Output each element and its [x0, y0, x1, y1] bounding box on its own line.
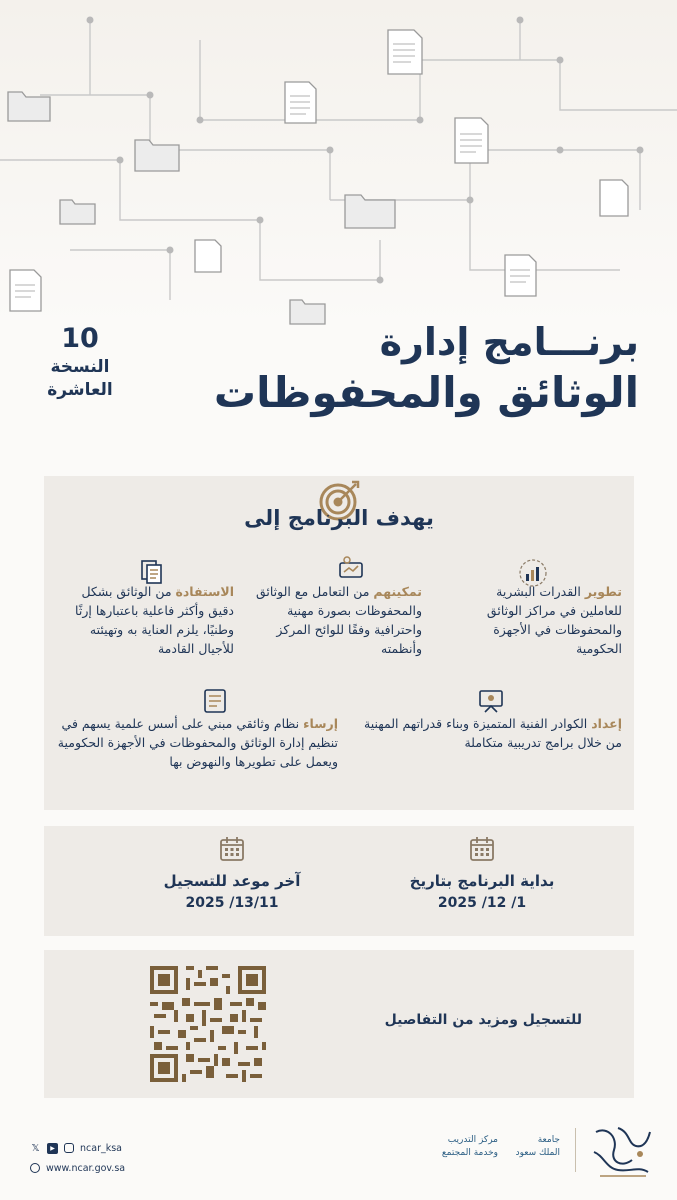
- goal-item: [56, 714, 338, 771]
- youtube-icon[interactable]: ▶: [47, 1143, 58, 1154]
- goal-item: [56, 582, 234, 658]
- goal-highlight: تطوير: [584, 584, 622, 599]
- deadline-label: آخر موعد للتسجيل: [163, 872, 301, 890]
- training-center-name: [442, 1134, 498, 1160]
- goal-text: الكوادر الفنية المتميزة وبناء قدراتهم المهنية من خلال برامج تدريبية متكاملة: [364, 716, 622, 750]
- calendar-icon: [467, 834, 497, 864]
- partner-line-1: مركز التدريب: [447, 1135, 498, 1145]
- instagram-icon[interactable]: [64, 1143, 74, 1153]
- goal-item: [474, 582, 622, 658]
- footer-divider: [575, 1128, 576, 1172]
- calendar-icon: [217, 834, 247, 864]
- dates-panel: [44, 826, 634, 936]
- registration-qr-code[interactable]: [150, 966, 266, 1082]
- start-date: 1/ 12/ 2025: [437, 895, 527, 911]
- program-title: [199, 318, 639, 420]
- social-links: [30, 1138, 125, 1178]
- website-link[interactable]: www.ncar.gov.sa: [46, 1162, 126, 1174]
- social-handle-row[interactable]: [30, 1138, 125, 1158]
- network-documents-illustration: [0, 0, 677, 330]
- registration-panel: [44, 950, 634, 1098]
- goal-highlight: الاستفادة: [175, 584, 234, 599]
- goal-highlight: إرساء: [303, 716, 338, 731]
- start-label: بداية البرنامج بتاريخ: [409, 872, 555, 890]
- presentation-board-icon: [476, 686, 506, 716]
- registration-text: للتسجيل ومزيد من التفاصيل: [384, 1012, 582, 1028]
- goal-text: نظام وثائقي مبني على أسس علمية يسهم في تنظيم إدارة الوثائق والمحفوظات في الأجهزة الحكومية ويعمل على تطويرها والنهوض بها: [57, 716, 338, 769]
- university-line-1: جامعة: [537, 1135, 560, 1145]
- goal-item: [362, 714, 622, 752]
- program-start: [372, 826, 592, 914]
- registration-deadline: [122, 826, 342, 914]
- goal-text: القدرات البشرية للعاملين في مراكز الوثائق والمحفوظات في الأجهزة الحكومية: [486, 584, 622, 656]
- footer: [0, 1118, 677, 1200]
- website-row[interactable]: [30, 1158, 125, 1178]
- university-name: [516, 1134, 560, 1160]
- document-system-icon: [200, 686, 230, 716]
- edition-badge: [34, 322, 126, 402]
- edition-label-1: النسخة: [50, 357, 110, 377]
- partner-line-2: وخدمة المجتمع: [441, 1148, 498, 1158]
- title-line-1: برنـــامج إدارة: [379, 320, 639, 364]
- goal-highlight: إعداد: [591, 716, 622, 731]
- goals-heading: يهدف البرنامج إلى: [244, 506, 434, 530]
- edition-label-2: العاشرة: [47, 380, 113, 400]
- goal-item: [254, 582, 422, 658]
- university-line-2: الملك سعود: [515, 1148, 560, 1158]
- ncar-logo: [588, 1122, 658, 1184]
- goals-panel: [44, 476, 634, 810]
- goal-text: من الوثائق بشكل دقيق وأكثر فاعلية باعتبارها إرثًا وطنيًا، يلزم العناية به وتهيئته للأجيال القادمة: [75, 584, 234, 656]
- x-icon[interactable]: 𝕏: [31, 1142, 40, 1154]
- deadline-date: 13/11/ 2025: [185, 895, 279, 911]
- edition-number: 10: [61, 323, 99, 354]
- globe-icon: [30, 1163, 40, 1173]
- partner-logo: [440, 1132, 560, 1172]
- skills-screen-icon: [336, 554, 366, 584]
- goal-highlight: تمكينهم: [373, 584, 422, 599]
- title-line-2: الوثائق والمحفوظات: [213, 368, 639, 417]
- goal-text: من التعامل مع الوثائق والمحفوظات بصورة مهنية واحترافية وفقًا للوائح المركز وأنظمته: [255, 584, 422, 656]
- social-handle: ncar_ksa: [80, 1142, 122, 1154]
